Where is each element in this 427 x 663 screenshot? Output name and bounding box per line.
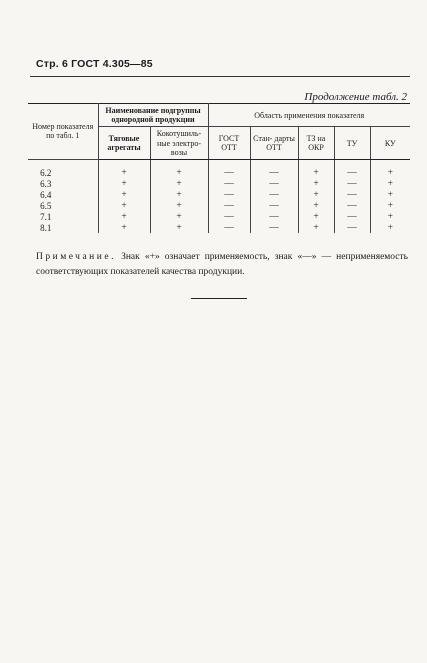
header-indicator-number: Номер показателя по табл. 1 [28,104,98,160]
cell-mark: + [98,159,150,178]
row-number: 8.1 [40,222,52,233]
cell-mark: — [334,223,370,234]
header-tz-okr: ТЗ на ОКР [298,127,334,160]
table-row [28,159,410,178]
cell-mark: — [208,190,250,201]
cell-mark: + [298,223,334,234]
table-note [36,250,408,280]
cell-mark: + [98,201,150,212]
cell-mark: — [208,179,250,190]
cell-mark: + [370,190,410,201]
header-application-area: Область применения показателя [208,104,410,127]
cell-mark: + [98,179,150,190]
cell-mark: — [334,179,370,190]
cell-mark: + [98,223,150,234]
cell-mark: — [250,212,298,223]
table-row [28,223,410,234]
cell-mark: + [298,190,334,201]
cell-mark: — [208,159,250,178]
cell-mark: + [298,179,334,190]
header-tu: ТУ [334,127,370,160]
end-rule [191,298,247,299]
cell-mark: — [250,159,298,178]
cell-mark: + [370,159,410,178]
cell-mark: — [250,201,298,212]
cell-mark: + [150,159,208,178]
cell-mark: + [370,212,410,223]
header-ku: КУ [370,127,410,160]
cell-mark: + [150,212,208,223]
cell-mark: + [298,212,334,223]
note-label: Примечание. [36,252,116,262]
cell-mark: + [370,201,410,212]
header-gost-ott: ГОСТ ОТТ [208,127,250,160]
cell-mark: + [150,201,208,212]
cell-mark: + [150,223,208,234]
cell-mark: — [208,223,250,234]
cell-mark: — [250,179,298,190]
table-row [28,179,410,190]
header-standards-ott: Стан- дарты ОТТ [250,127,298,160]
cell-mark: + [298,201,334,212]
cell-mark: + [150,190,208,201]
cell-mark: — [250,190,298,201]
cell-mark: — [208,201,250,212]
cell-mark: + [370,179,410,190]
table-continuation-caption: Продолжение табл. 2 [304,91,407,103]
cell-mark: — [334,190,370,201]
row-number: 7.1 [40,211,52,222]
cell-mark: + [98,190,150,201]
cell-mark: — [250,223,298,234]
header-product-subgroup: Наименование подгруппы однородной продукции [98,104,208,127]
cell-mark: + [370,223,410,234]
note-text: Знак «+» означает применяемость, знак «—» — неприменяемость соответствующих показателей качества продукции. [36,252,408,277]
cell-mark: + [98,212,150,223]
page-header: Стр. 6 ГОСТ 4.305—85 [36,58,153,70]
header-traction-units: Тяговые агрегаты [98,127,150,160]
row-number: 6.2 [40,168,52,179]
applicability-table [28,103,410,233]
header-rule [30,76,410,77]
cell-mark: + [150,179,208,190]
table-row [28,212,410,223]
table-row [28,190,410,201]
table-row [28,201,410,212]
row-number: 6.5 [40,200,52,211]
row-number: 6.4 [40,190,52,201]
cell-mark: + [298,159,334,178]
cell-mark: — [334,201,370,212]
cell-mark: — [208,212,250,223]
cell-mark: — [334,159,370,178]
row-number: 6.3 [40,179,52,190]
header-contact-locomotives: Кокотушиль- ные электро- возы [150,127,208,160]
cell-mark: — [334,212,370,223]
